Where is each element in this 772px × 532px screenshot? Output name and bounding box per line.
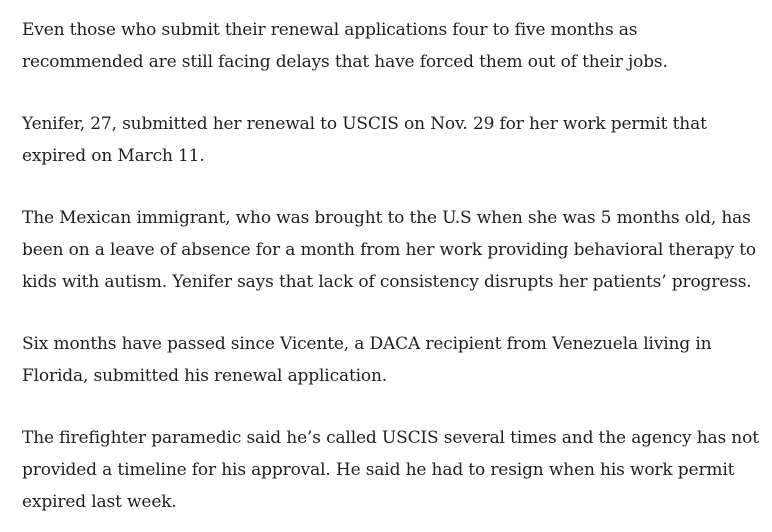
article-paragraph-4: Six months have passed since Vicente, a DACA recipient from Venezuela living in Florida, submitted his renewal application. <box>22 334 712 386</box>
article-paragraph-3: The Mexican immigrant, who was brought to the U.S when she was 5 months old, has been on a leave of absence for a month from her work providing behavioral therapy to kids with autism. Yenifer says that lack of consistency disrupts her patients’ progress. <box>22 208 756 292</box>
article-paragraph-5: The firefighter paramedic said he’s called USCIS several times and the agency has not provided a timeline for his approval. He said he had to resign when his work permit expired last week. <box>22 428 759 512</box>
article-paragraph-2: Yenifer, 27, submitted her renewal to USCIS on Nov. 29 for her work permit that expired on March 11. <box>22 114 707 166</box>
article-body <box>22 14 762 518</box>
article-paragraph-1: Even those who submit their renewal applications four to five months as recommended are still facing delays that have forced them out of their jobs. <box>22 20 668 72</box>
